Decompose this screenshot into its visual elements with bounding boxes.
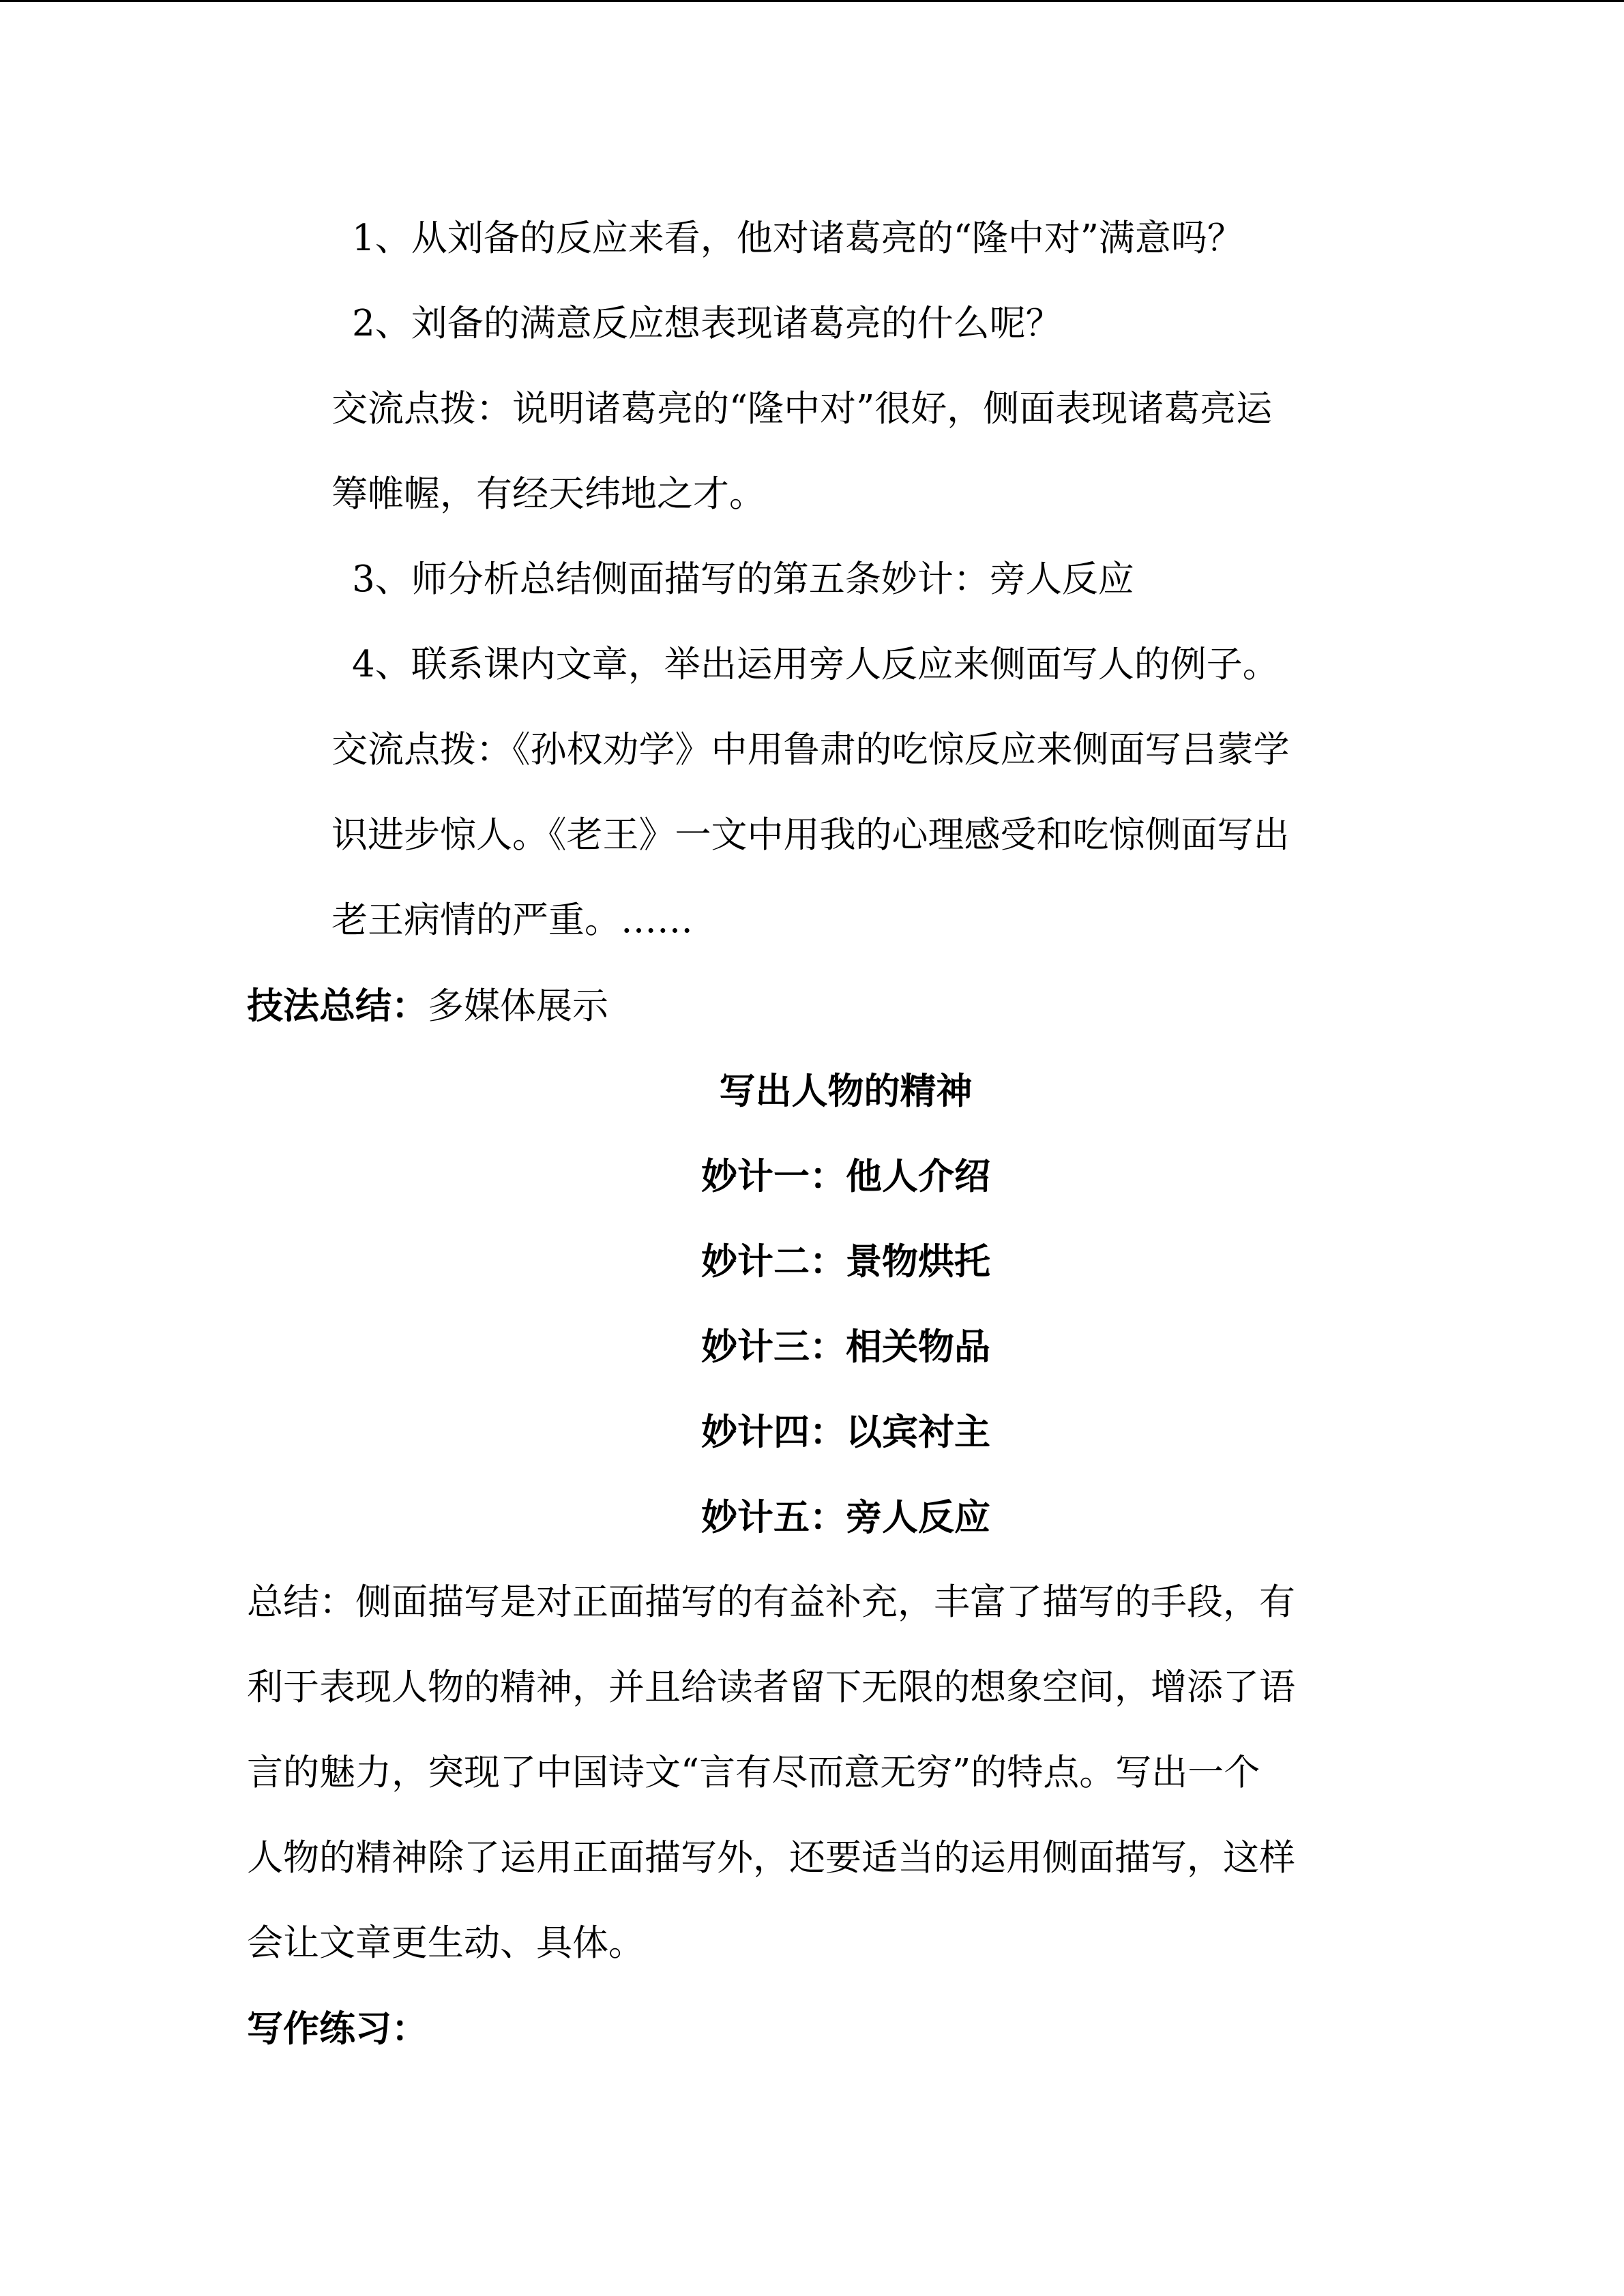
slide-item-2: 妙计二：景物烘托: [701, 1240, 990, 1283]
summary-line-3: 言的魅力，突现了中国诗文“言有尽而意无穷”的特点。写出一个: [247, 1752, 1260, 1793]
technique-summary: [247, 984, 608, 1028]
answer-1-line-2: 筹帷幄，有经天纬地之才。: [331, 473, 765, 515]
summary-line-2: 利于表现人物的精神，并且给读者留下无限的想象空间，增添了语: [247, 1667, 1295, 1708]
slide-item-3: 妙计三：相关物品: [701, 1326, 990, 1368]
technique-text: 多媒体展示: [428, 985, 608, 1027]
page-top-border: [0, 0, 1624, 2]
slide-item-4: 妙计四：以宾衬主: [701, 1411, 990, 1453]
answer-1-line-1: 交流点拨：说明诸葛亮的“隆中对”很好，侧面表现诸葛亮运: [331, 388, 1273, 430]
slide-item-5: 妙计五：旁人反应: [701, 1496, 990, 1538]
answer-2-line-1: 交流点拨：《孙权劝学》中用鲁肃的吃惊反应来侧面写吕蒙学: [331, 729, 1290, 771]
technique-label: 技法总结：: [247, 985, 428, 1027]
practice-heading: 写作练习：: [247, 2008, 428, 2050]
answer-2-line-2: 识进步惊人。《老王》一文中用我的心理感受和吃惊侧面写出: [331, 814, 1290, 856]
summary-line-4: 人物的精神除了运用正面描写外，还要适当的运用侧面描写，这样: [247, 1837, 1295, 1879]
question-1: 1、从刘备的反应来看，他对诸葛亮的“隆中对”满意吗？: [352, 218, 1243, 259]
question-3: 3、师分析总结侧面描写的第五条妙计：旁人反应: [352, 558, 1134, 600]
answer-2-line-3: 老王病情的严重。……: [331, 899, 693, 941]
slide-title: 写出人物的精神: [719, 1070, 973, 1112]
summary-line-1: 总结：侧面描写是对正面描写的有益补充，丰富了描写的手段，有: [247, 1581, 1295, 1623]
slide-item-1: 妙计一：他人介绍: [701, 1155, 990, 1197]
question-4: 4、联系课内文章，举出运用旁人反应来侧面写人的例子。: [352, 644, 1279, 685]
summary-line-5: 会让文章更生动、具体。: [247, 1922, 645, 1964]
question-2: 2、刘备的满意反应想表现诸葛亮的什么呢？: [352, 303, 1062, 344]
